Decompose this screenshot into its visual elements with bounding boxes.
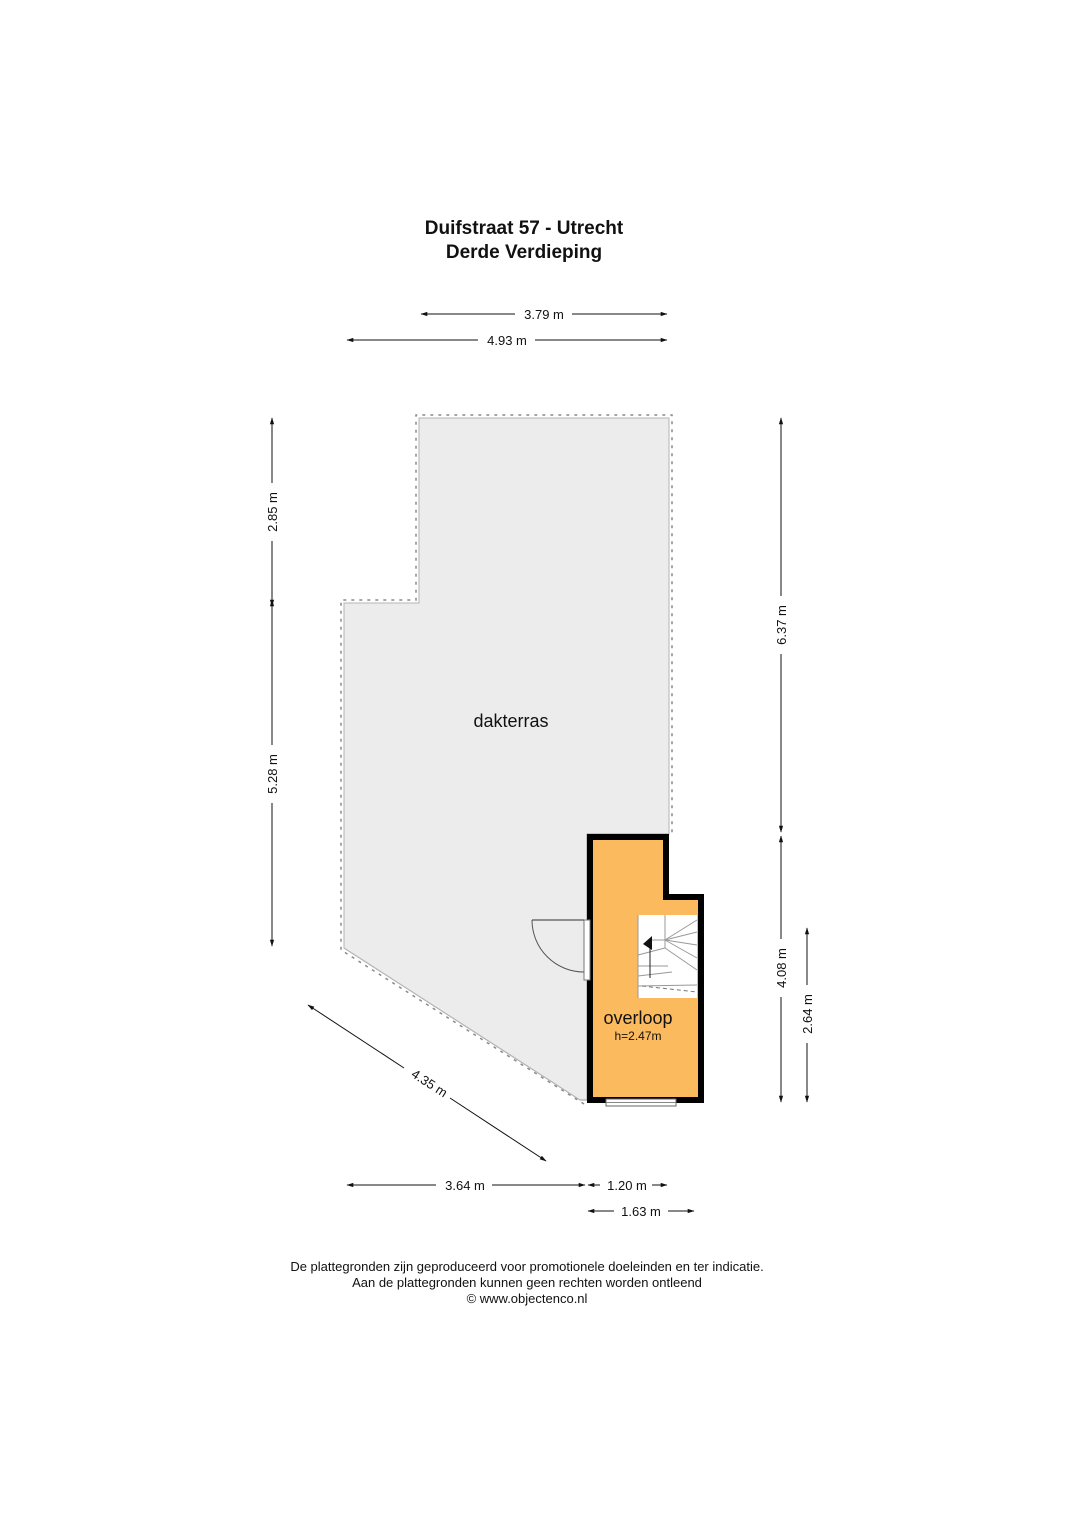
dim-label-right-lower: 4.08 m: [774, 948, 789, 988]
disclaimer-line-1: De plattegronden zijn geproduceerd voor promotionele doeleinden en ter indicatie.: [290, 1259, 764, 1274]
landing-height: h=2.47m: [614, 1029, 662, 1043]
landing-label: overloop: [603, 1008, 673, 1028]
dim-line-diagonal: [308, 1005, 404, 1068]
dim-label-bottom-mid: 1.20 m: [607, 1178, 647, 1193]
dim-label-top-inner: 3.79 m: [524, 307, 564, 322]
terrace-label: dakterras: [473, 711, 549, 731]
dim-label-bottom-left: 3.64 m: [445, 1178, 485, 1193]
dim-label-top-outer: 4.93 m: [487, 333, 527, 348]
dim-label-right-upper: 6.37 m: [774, 605, 789, 645]
disclaimer-line-2: Aan de plattegronden kunnen geen rechten worden ontleend: [352, 1275, 702, 1290]
dim-label-right-small: 2.64 m: [800, 994, 815, 1034]
dim-label-left-lower: 5.28 m: [265, 754, 280, 794]
dim-label-diagonal: 4.35 m: [408, 1066, 451, 1101]
dim-label-bottom-right: 1.63 m: [621, 1204, 661, 1219]
plan-floor-title: Derde Verdieping: [445, 242, 603, 263]
plan-address-title: Duifstraat 57 - Utrecht: [424, 218, 624, 239]
dim-label-left-upper: 2.85 m: [265, 492, 280, 532]
copyright-link[interactable]: © www.objectenco.nl: [466, 1291, 588, 1306]
landing-window: [606, 1099, 676, 1106]
staircase[interactable]: [638, 915, 697, 998]
